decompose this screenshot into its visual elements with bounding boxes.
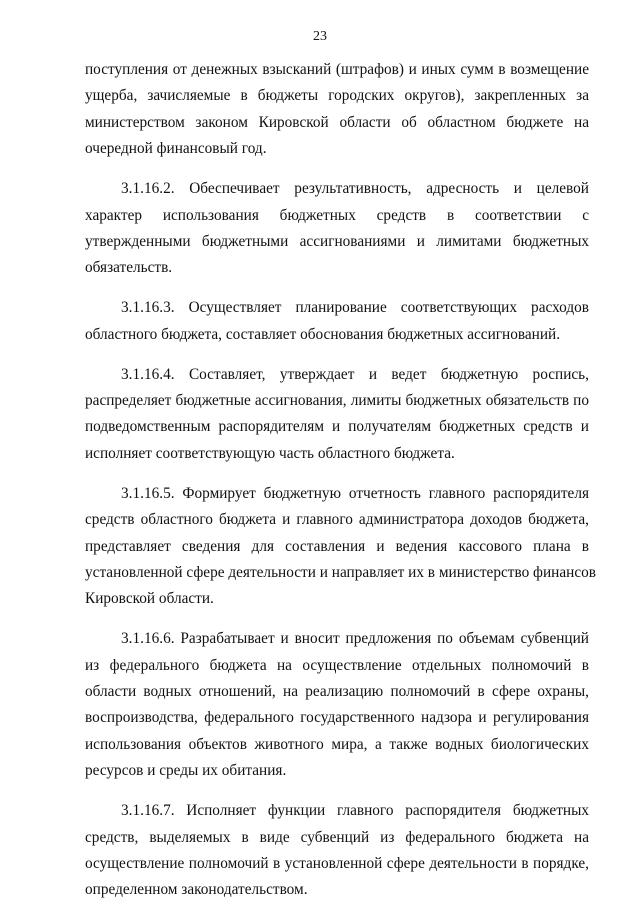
- paragraph-line: ресурсов и среды их обитания.: [85, 762, 287, 780]
- paragraph-line: установленной сфере деятельности и направляет их в министерство финансов: [85, 563, 596, 581]
- paragraph-line: определенном законодательством.: [85, 881, 308, 899]
- paragraph: [85, 176, 589, 282]
- paragraph-line: воспроизводства, федерального государственного надзора и регулирования: [85, 709, 589, 727]
- paragraph-line: использования объектов животного мира, а также водных биологических: [85, 735, 589, 753]
- paragraph: [85, 798, 589, 904]
- paragraph-line: 3.1.16.6. Разрабатывает и вносит предложения по объемам субвенций: [121, 630, 589, 648]
- paragraph-line: 3.1.16.4. Составляет, утверждает и ведет бюджетную роспись,: [121, 365, 589, 383]
- paragraph: [85, 57, 589, 163]
- paragraph-line: из федерального бюджета на осуществление отдельных полномочий в: [85, 656, 589, 674]
- paragraph-line: осуществление полномочий в установленной сфере деятельности в порядке,: [85, 854, 589, 872]
- paragraph-line: распределяет бюджетные ассигнования, лимиты бюджетных обязательств по: [85, 391, 589, 409]
- paragraph-line: исполняет соответствующую часть областного бюджета.: [85, 444, 455, 462]
- paragraph-line: обязательств.: [85, 259, 173, 277]
- paragraph: [85, 295, 589, 348]
- paragraph-line: утвержденными бюджетными ассигнованиями и лимитами бюджетных: [85, 232, 589, 250]
- paragraph-line: характер использования бюджетных средств в соответствии с: [85, 206, 589, 224]
- paragraph-line: подведомственным распорядителям и получателям бюджетных средств и: [85, 418, 589, 436]
- paragraph-line: министерством законом Кировской области об областном бюджете на: [85, 113, 589, 131]
- paragraph-line: очередной финансовый год.: [85, 140, 267, 158]
- paragraph-line: средств областного бюджета и главного администратора доходов бюджета,: [85, 511, 589, 529]
- paragraph-line: 3.1.16.3. Осуществляет планирование соответствующих расходов: [121, 299, 589, 317]
- paragraph: [85, 626, 589, 784]
- paragraph-line: представляет сведения для составления и ведения кассового плана в: [85, 537, 589, 555]
- paragraph-line: ущерба, зачисляемые в бюджеты городских округов), закрепленных за: [85, 87, 589, 105]
- document-body: [85, 57, 596, 917]
- paragraph-line: 3.1.16.2. Обеспечивает результативность, адресность и целевой: [121, 180, 589, 198]
- paragraph-line: 3.1.16.7. Исполняет функции главного распорядителя бюджетных: [121, 802, 589, 820]
- paragraph-line: поступления от денежных взысканий (штрафов) и иных сумм в возмещение: [85, 61, 589, 78]
- page-number: 23: [313, 29, 327, 44]
- paragraph-line: Кировской области.: [85, 590, 214, 608]
- paragraph-line: областного бюджета, составляет обоснования бюджетных ассигнований.: [85, 325, 561, 343]
- paragraph: [85, 481, 596, 613]
- paragraph-line: области водных отношений, на реализацию полномочий в сфере охраны,: [85, 683, 589, 701]
- paragraph-line: 3.1.16.5. Формирует бюджетную отчетность главного распорядителя: [121, 484, 589, 502]
- paragraph: [85, 362, 589, 468]
- paragraph-line: средств, выделяемых в виде субвенций из федерального бюджета на: [85, 828, 589, 846]
